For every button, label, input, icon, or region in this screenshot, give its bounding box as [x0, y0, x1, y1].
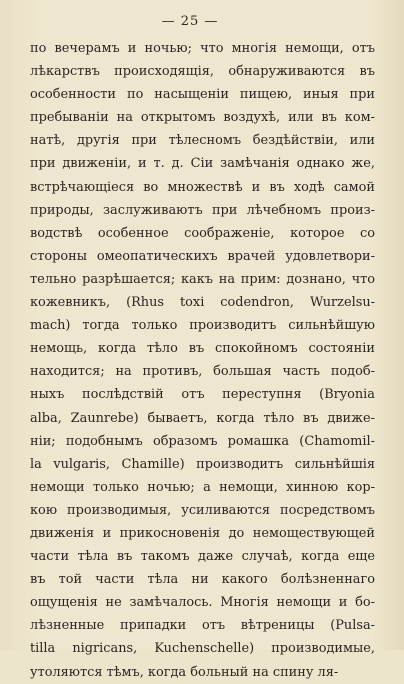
text-line: mach) тогда только производитъ сильнѣйшую [30, 318, 375, 334]
text-line: немощь, когда тѣло въ спокойномъ состояніи [30, 341, 375, 357]
text-line: лѣзненные припадки отъ вѣтреницы (Pulsa- [30, 618, 375, 634]
text-line: части тѣла въ такомъ даже случаѣ, когда еще [30, 549, 375, 565]
text-line: движенія и прикосновенія до немоществующей [30, 525, 375, 541]
text-line: ощущенія не замѣчалось. Многія немощи и бо- [30, 595, 375, 611]
text-line: по вечерамъ и ночью; что многія немощи, отъ [30, 41, 375, 56]
body-text [30, 37, 375, 684]
text-line: ніи; подобнымъ образомъ ромашка (Chamomil- [30, 433, 375, 449]
text-line: водствѣ особенное соображеніе, которое со [30, 225, 375, 241]
text-line: утоляются тѣмъ, когда больный на спину ля- [30, 664, 339, 680]
text-line: кою производимыя, усиливаются посредствомъ [30, 502, 375, 518]
text-line: ныхъ послѣдствій отъ переступня (Bryonia [30, 387, 375, 403]
text-line: alba, Zaunrebe) бываетъ, когда тѣло въ движе- [30, 410, 375, 426]
text-line: природы, заслуживаютъ при лѣчебномъ произ- [30, 202, 375, 218]
text-line: стороны омеопатическихъ врачей удовлетвори- [30, 248, 375, 264]
text-line: особенности по насыщеніи пищею, иныя при [30, 87, 375, 103]
text-line: встрѣчающіеся во множествѣ и въ ходѣ самой [30, 179, 375, 195]
text-line: находится; на противъ, большая часть подоб- [30, 364, 375, 380]
page-number: — 25 — [161, 14, 219, 29]
text-line: немощи только ночью; а немощи, хинною кор- [30, 479, 375, 495]
text-line: въ той части тѣла ни какого болѣзненнаго [30, 572, 375, 588]
text-line: натѣ, другія при тѣлесномъ бездѣйствіи, или [30, 133, 375, 149]
text-line: tilla nigricans, Kuchenschelle) производимые, [30, 641, 375, 657]
text-line: кожевникъ, (Rhus toxi codendron, Wurzelsu- [30, 295, 375, 311]
text-line: при движеніи, и т. д. Сіи замѣчанія однако же, [30, 156, 375, 172]
text-line: тельно разрѣшается; какъ на прим: дознано, что [30, 271, 375, 287]
text-line: лѣкарствъ происходящія, обнаруживаются въ [30, 64, 375, 80]
text-line: пребываніи на открытомъ воздухѣ, или въ ком- [30, 110, 375, 126]
text-line: la vulgaris, Chamille) производитъ сильнѣйшія [30, 456, 375, 472]
